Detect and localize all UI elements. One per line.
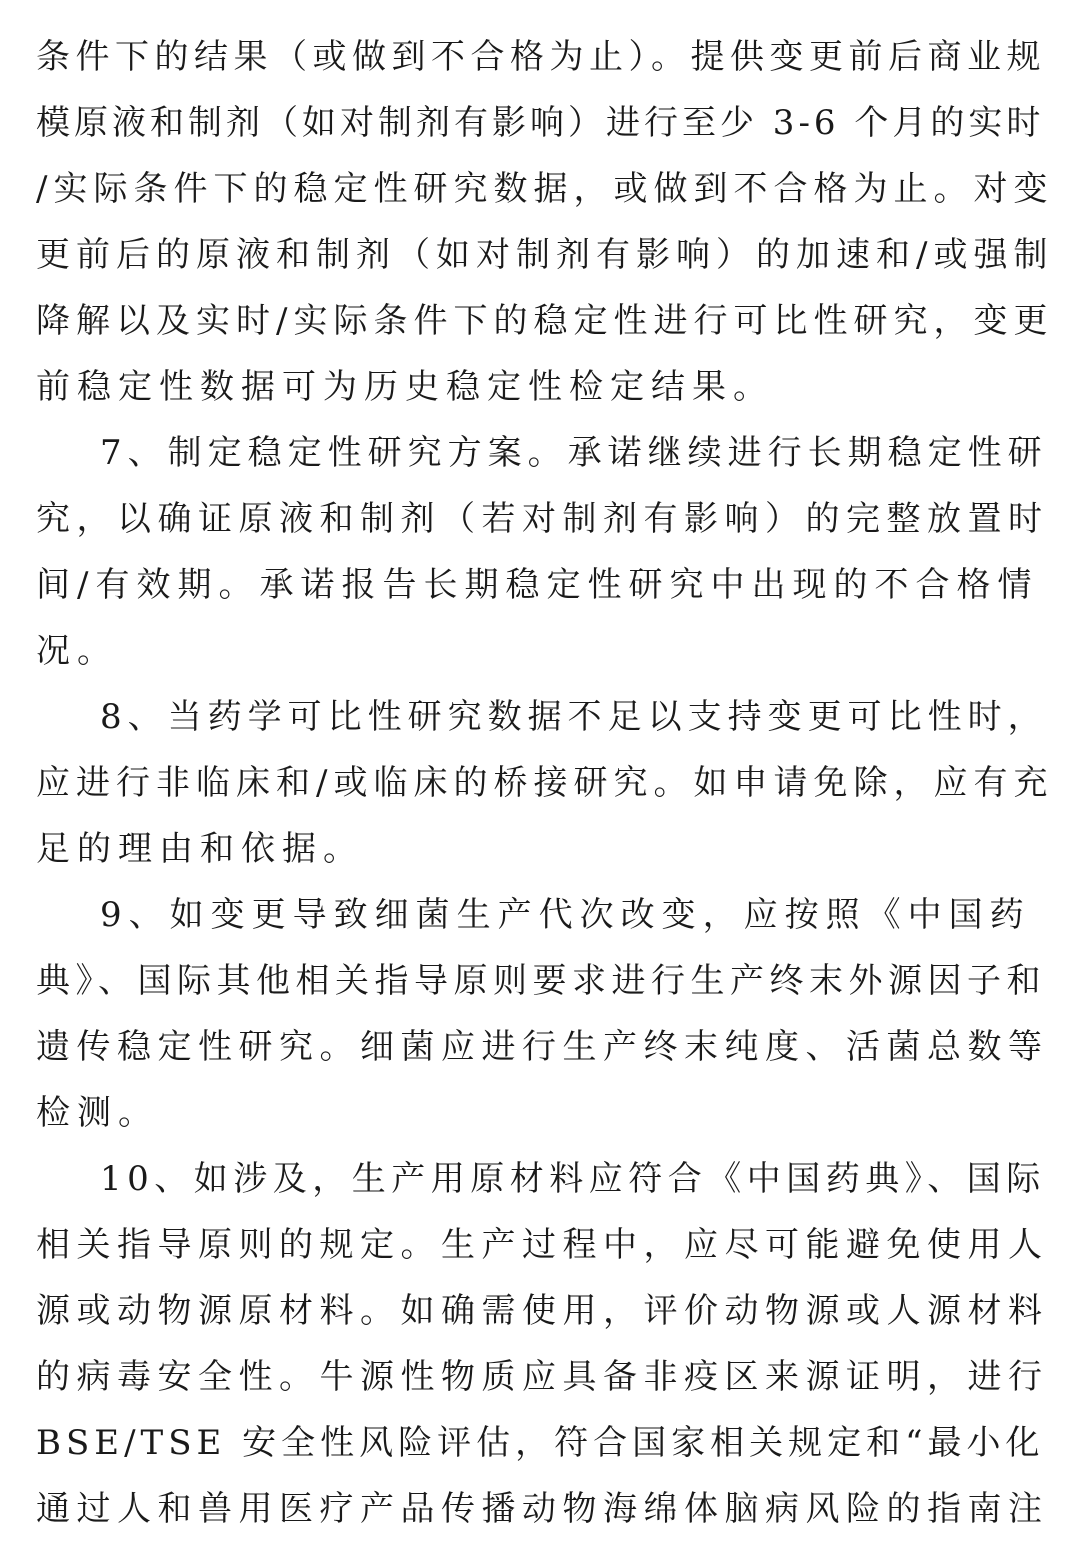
text-line: 更前后的原液和制剂（如对制剂有影响）的加速和/或强制 (36, 235, 1054, 275)
text-line: 足的理由和依据。 (36, 829, 364, 869)
text-line: 应进行非临床和/或临床的桥接研究。如申请免除，应有充 (36, 763, 1054, 803)
text-line: 前稳定性数据可为历史稳定性检定结果。 (36, 367, 774, 407)
text-line: 的病毒安全性。牛源性物质应具备非疫区来源证明，进行 (36, 1357, 1049, 1397)
text-line: 间/有效期。承诺报告长期稳定性研究中出现的不合格情 (36, 565, 1039, 605)
text-line: 典》、国际其他相关指导原则要求进行生产终末外源因子和 (36, 961, 1046, 1001)
text-line: /实际条件下的稳定性研究数据，或做到不合格为止。对变 (36, 169, 1054, 209)
text-line: 条件下的结果（或做到不合格为止）。提供变更前后商业规 (36, 37, 1046, 77)
text-line: 检测。 (36, 1093, 159, 1133)
text-line: 究，以确证原液和制剂（若对制剂有影响）的完整放置时 (36, 499, 1049, 539)
text-line: 况。 (36, 631, 118, 671)
text-line: 相关指导原则的规定。生产过程中，应尽可能避免使用人 (36, 1225, 1049, 1265)
text-line: 模原液和制剂（如对制剂有影响）进行至少 3-6 个月的实时 (36, 103, 1045, 143)
paragraph-9-first-line: 9、如变更导致细菌生产代次改变，应按照《中国药 (100, 895, 1031, 935)
text-line: 源或动物源原材料。如确需使用，评价动物源或人源材料 (36, 1291, 1049, 1331)
text-line: 降解以及实时/实际条件下的稳定性进行可比性研究，变更 (36, 301, 1054, 341)
text-line: 遗传稳定性研究。细菌应进行生产终末纯度、活菌总数等 (36, 1027, 1049, 1067)
paragraph-8-first-line: 8、当药学可比性研究数据不足以支持变更可比性时， (100, 697, 1048, 737)
text-line: 通过人和兽用医疗产品传播动物海绵体脑病风险的指南注 (36, 1489, 1049, 1529)
text-line: BSE/TSE 安全性风险评估，符合国家相关规定和“最小化 (36, 1423, 1045, 1463)
paragraph-10-first-line: 10、如涉及，生产用原材料应符合《中国药典》、国际 (100, 1159, 1046, 1199)
paragraph-7-first-line: 7、制定稳定性研究方案。承诺继续进行长期稳定性研 (100, 433, 1048, 473)
